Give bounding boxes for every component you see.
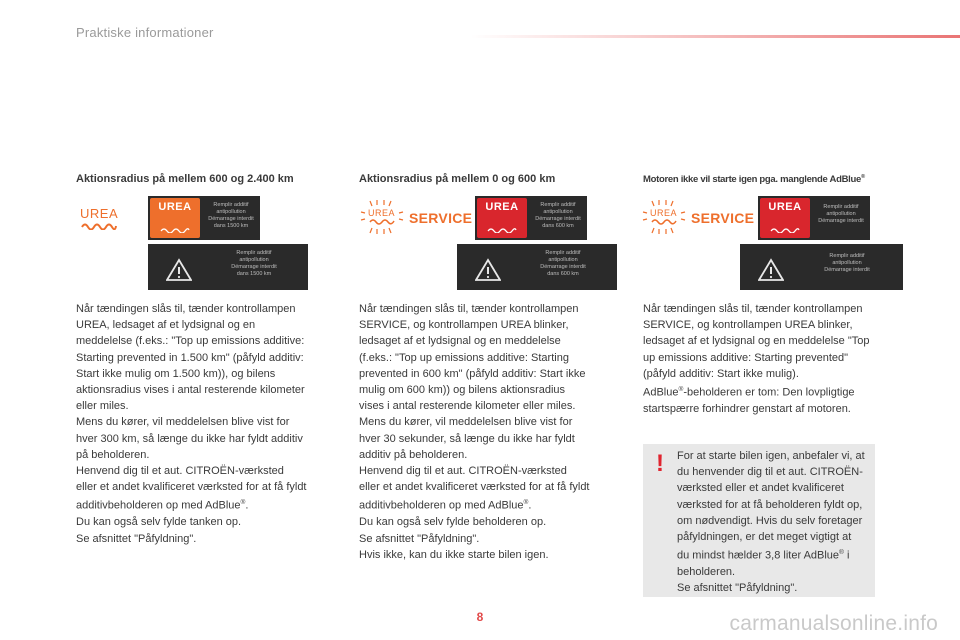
column-1-title: Aktionsradius på mellem 600 og 2.400 km [76,173,294,185]
note-text: For at starte bilen igen, anbefaler vi, at du henvender dig til et aut. CITROËN- værksted eller et andet kvalificeret værksted for at få beholderen fyldt op, om nødvendigt. Hvis du selv foretager påfyldningen, er det meget vigtigt at du mindst hælder 3,8 liter AdBlue® i beholderen. Se afsnittet "Påfyldning". [677,450,865,595]
display-message: Remplir additif antipollution Démarrage interdit dans 600 km [540,250,586,277]
column-2-title: Aktionsradius på mellem 0 og 600 km [359,173,556,185]
urea-lamp-icon [80,206,120,232]
display-urea-tag-label: UREA [485,201,519,213]
display-urea-tag-label: UREA [158,201,192,213]
urea-wave-icon [81,222,117,230]
urea-lamp-label: UREA [650,208,678,218]
display-wave-icon [770,227,800,233]
display-top-1 [148,196,260,240]
column-3-title: Motoren ikke vil starte igen pga. manglende AdBlue® [643,174,865,186]
display-bottom-1 [148,244,308,290]
column-1-body: Når tændingen slås til, tænder kontrollampen UREA, ledsaget af et lydsignal og en meddelelse (f.eks.: "Top up emissions additive: Starting prevented in 1.500 km" (påfyld additiv: Start ikke mulig om 1.500 km)), og bilens aktionsradius vises i antal resterende kilometer eller miles. Mens du kører, vil meddelelsen blive vist for hver 300 km, så længe du ikke har fyldt additiv på beholderen. Henvend dig til et aut. CITROËN-værksted eller et andet kvalificeret værksted for at få fyldt additivbeholderen op med AdBlue®. Du kan også selv fylde tanken op. Se afsnittet "Påfyldning". [76,303,307,545]
display-message: Remplir additif antipollution Démarrage interdit [818,204,864,224]
display-wave-icon [487,227,517,233]
warning-triangle-icon [166,258,192,282]
column-3-body: Når tændingen slås til, tænder kontrollampen SERVICE, og kontrollampen UREA blinker, ledsaget af et lydsignal og en meddelelse "Top up emissions additive: Starting prevented" (påfyld additiv: Start ikke mulig). AdBlue®-beholderen er tom: Den lovpligtige startspærre forhindrer genstart af motoren. [643,303,870,415]
display-urea-tag [477,198,527,238]
warning-triangle-icon [758,258,784,282]
watermark: carmanualsonline.info [729,612,938,635]
urea-lamp-label: UREA [368,208,396,218]
display-wave-icon [160,227,190,233]
display-message: Remplir additif antipollution Démarrage interdit [824,253,870,273]
page-header-title: Praktiske informationer [76,25,214,40]
warning-triangle-icon [475,258,501,282]
exclamation-icon: ! [656,450,664,477]
display-top-2 [475,196,587,240]
display-top-3 [758,196,870,240]
display-urea-tag [760,198,810,238]
display-message: Remplir additif antipollution Démarrage interdit dans 600 km [535,202,581,229]
display-bottom-2 [457,244,617,290]
display-bottom-3 [740,244,903,290]
display-message: Remplir additif antipollution Démarrage interdit dans 1500 km [231,250,277,277]
urea-lamp-flashing-icon [360,200,404,234]
note-box [643,444,875,597]
urea-lamp-flashing-icon [642,200,686,234]
column-2-body: Når tændingen slås til, tænder kontrollampen SERVICE, og kontrollampen UREA blinker, ledsaget af et lydsignal og en meddelelse (f.eks.: "Top up emissions additive: Starting prevented in 600 km" (påfyld additiv: Start ikke mulig om 600 km)) og bilens aktionsradius vises i antal resterende kilometer eller miles. Mens du kører, vil meddelelsen blive vist for hver 30 sekunder, så længe du ikke har fyldt additiv på beholderen. Henvend dig til et aut. CITROËN-værksted eller et andet kvalificeret værksted for at få fyldt additivbeholderen op med AdBlue®. Du kan også selv fylde beholderen op. Se afsnittet "Påfyldning". Hvis ikke, kan du ikke starte bilen igen. [359,303,590,561]
page-number: 8 [476,610,484,624]
header-accent-rule [470,35,960,38]
service-lamp-label: SERVICE [409,210,473,226]
urea-lamp-label: UREA [80,206,119,221]
display-message: Remplir additif antipollution Démarrage interdit dans 1500 km [208,202,254,229]
service-lamp-label: SERVICE [691,210,755,226]
display-urea-tag-label: UREA [768,201,802,213]
display-urea-tag [150,198,200,238]
